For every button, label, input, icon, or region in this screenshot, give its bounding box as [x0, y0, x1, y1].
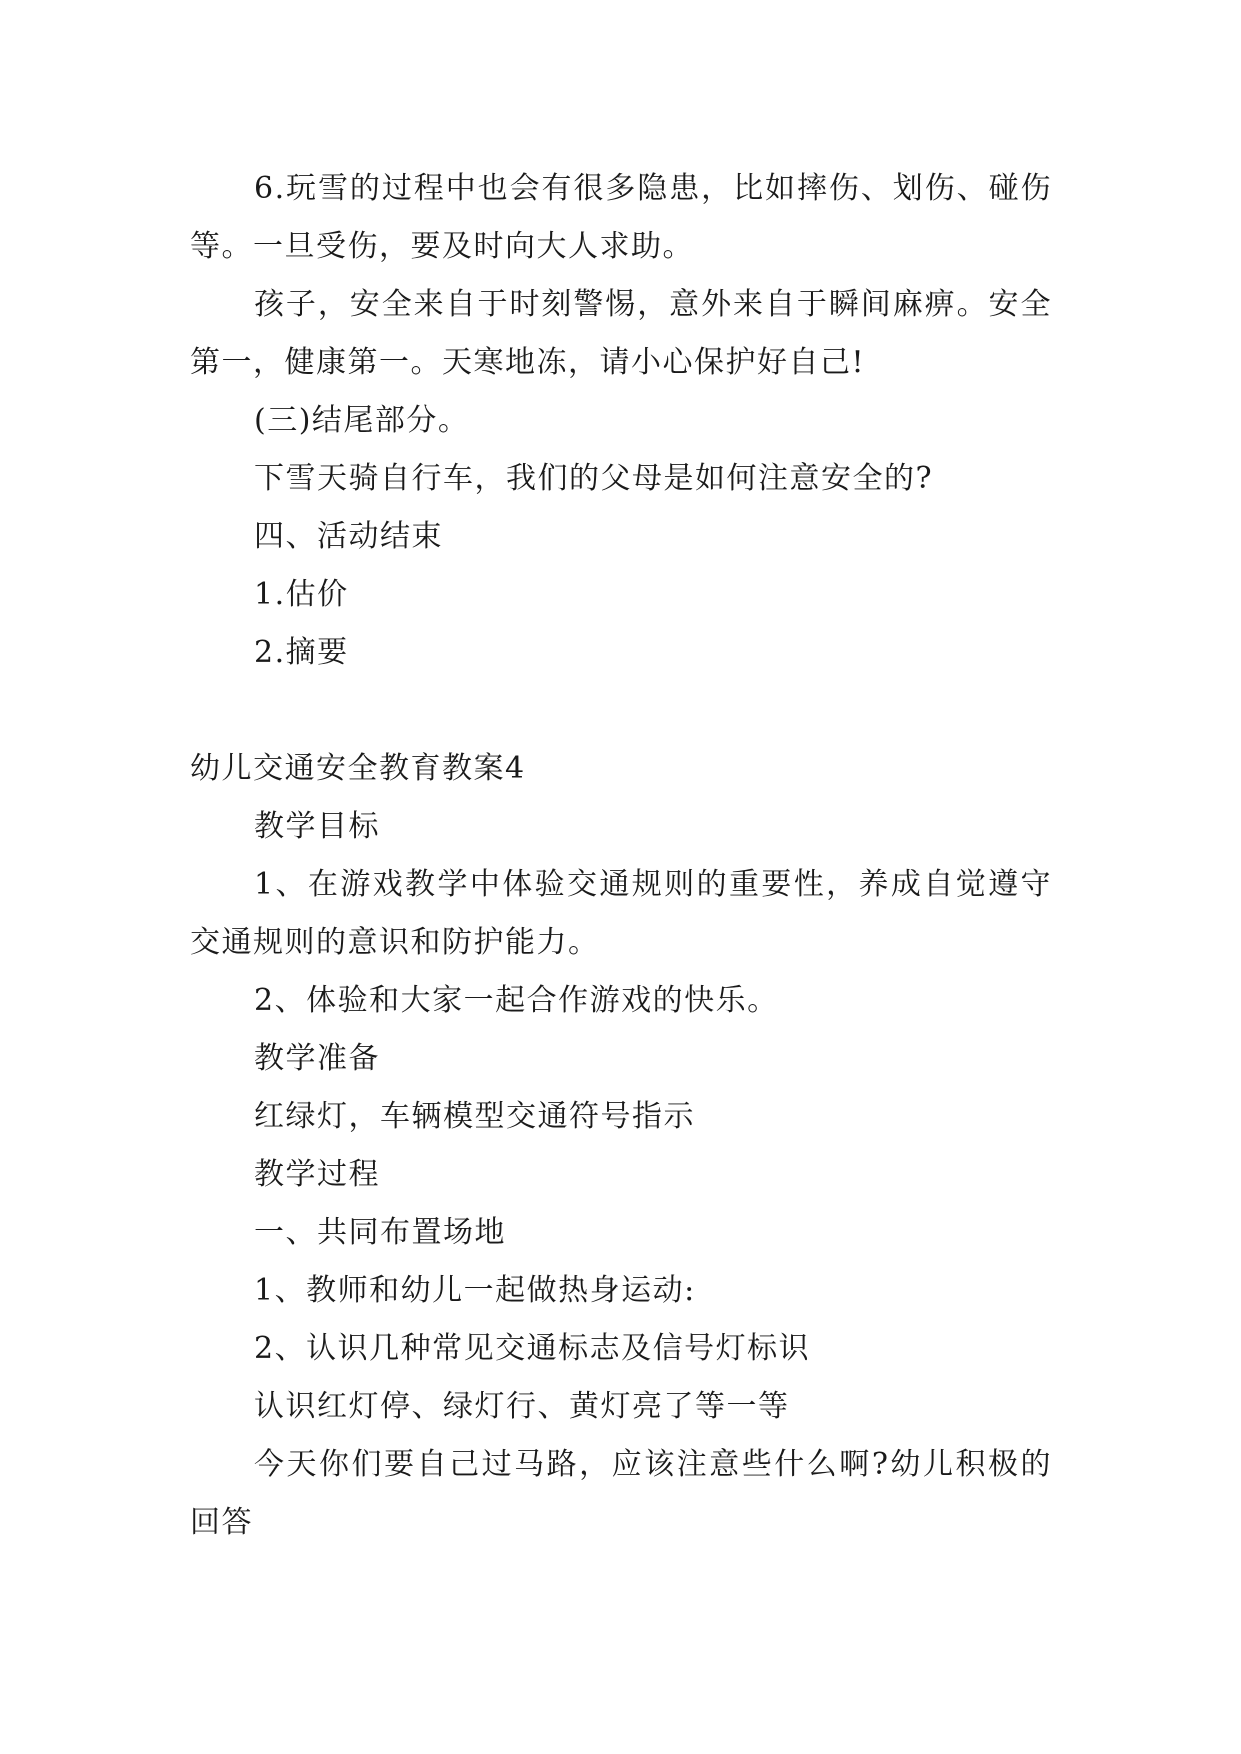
section-spacer [190, 682, 1052, 740]
heading-arrange-venue: 一、共同布置场地 [254, 1215, 506, 1250]
process-step-4: 今天你们要自己过马路，应该注意些什么啊?幼儿积极的回答 [190, 1447, 1052, 1540]
heading-activity-end: 四、活动结束 [254, 519, 443, 554]
goal-item-2: 2、体验和大家一起合作游戏的快乐。 [254, 983, 779, 1018]
list-item-summary: 2.摘要 [254, 635, 349, 670]
heading-teaching-process: 教学过程 [254, 1157, 380, 1192]
paragraph-safety-reminder: 孩子，安全来自于时刻警惕，意外来自于瞬间麻痹。安全第一，健康第一。天寒地冻，请小心保护好自己! [190, 287, 1052, 380]
goal-item-1: 1、在游戏教学中体验交通规则的重要性，养成自觉遵守交通规则的意识和防护能力。 [190, 867, 1052, 960]
preparation-text: 红绿灯，车辆模型交通符号指示 [254, 1099, 695, 1134]
process-step-2: 2、认识几种常见交通标志及信号灯标识 [254, 1331, 811, 1366]
process-step-3: 认识红灯停、绿灯行、黄灯亮了等一等 [254, 1389, 790, 1424]
heading-teaching-preparation: 教学准备 [254, 1041, 380, 1076]
document-page [190, 160, 1052, 1552]
process-step-1: 1、教师和幼儿一起做热身运动: [254, 1273, 696, 1308]
section-title: 幼儿交通安全教育教案4 [190, 751, 526, 786]
heading-teaching-goals: 教学目标 [254, 809, 380, 844]
list-item-evaluation: 1.估价 [254, 577, 349, 612]
paragraph-bike-question: 下雪天骑自行车，我们的父母是如何注意安全的? [254, 461, 934, 496]
paragraph-ending-part: (三)结尾部分。 [254, 403, 470, 438]
paragraph-snow-hazards: 6.玩雪的过程中也会有很多隐患，比如摔伤、划伤、碰伤等。一旦受伤，要及时向大人求助。 [190, 171, 1052, 264]
